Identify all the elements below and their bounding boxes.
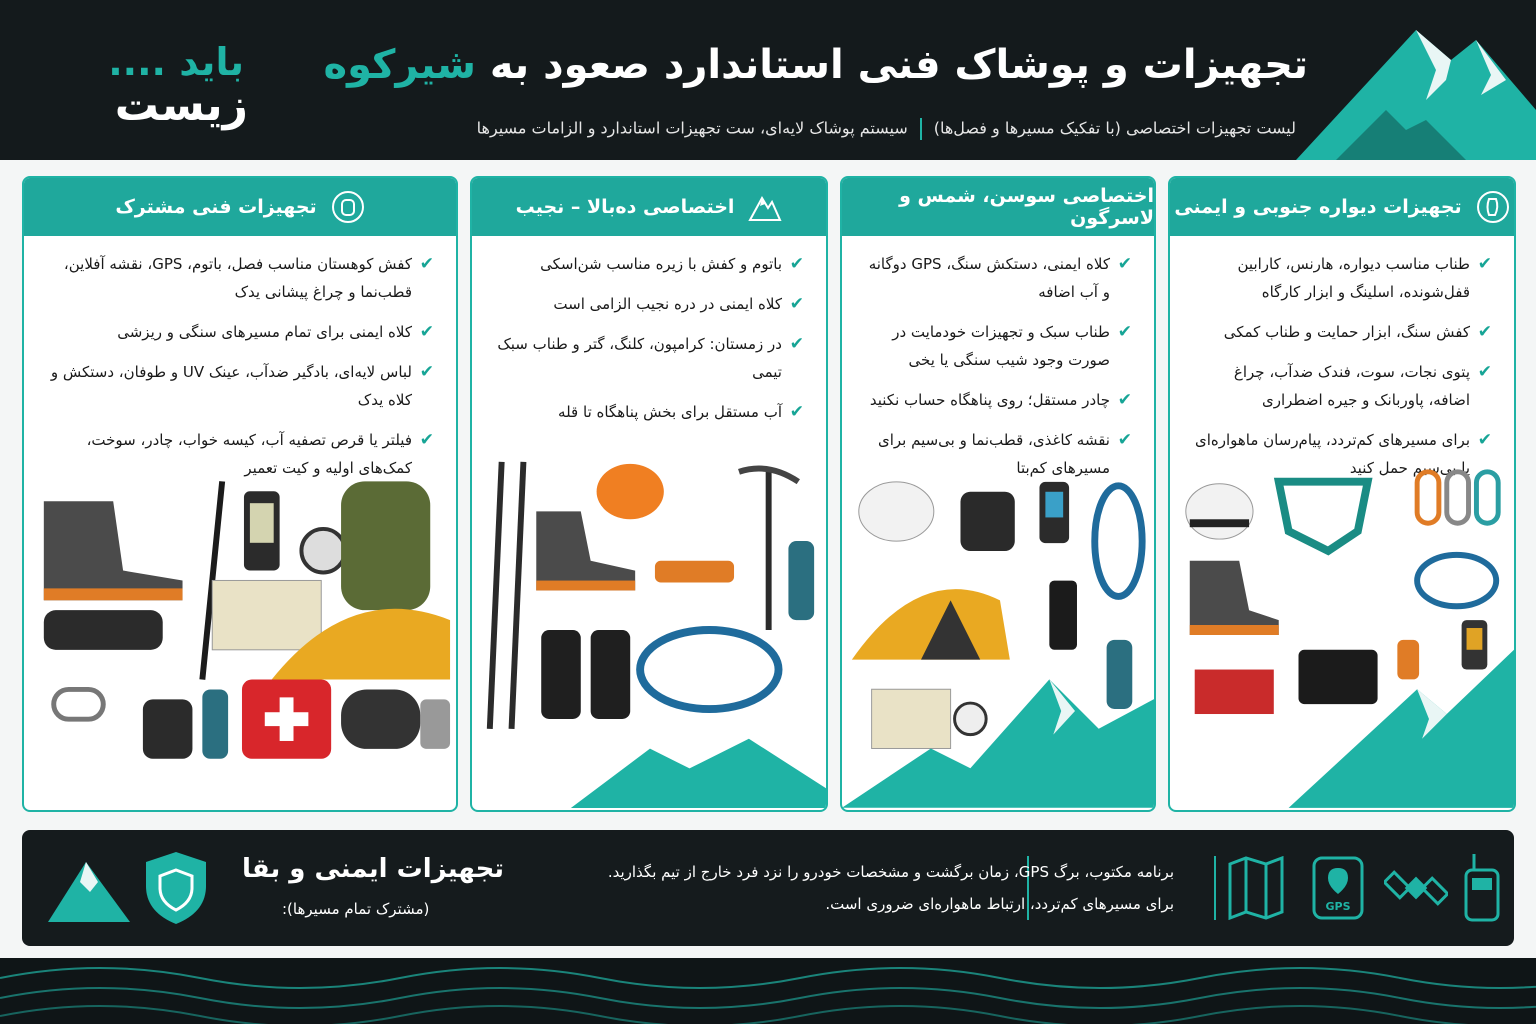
card-title: اختصاصی ده‌بالا – نجیب [515,196,735,218]
list-item: ✔ کلاه ایمنی، دستکش سنگ، GPS دوگانه و آب اضافه [868,254,1132,301]
list-item: ✔ آب مستقل برای بخش پناهگاه تا قله [558,402,804,422]
carabiner-icon [1476,190,1510,224]
card-header [472,178,826,236]
list-item: ✔ لباس لایه‌ای، بادگیر ضدآب، عینک UV و طوفان، دستکش و کلاه یدک [50,362,434,409]
safety-title: تجهیزات ایمنی و بقا [242,854,505,884]
mountain-icon [1276,0,1536,160]
card-title: تجهیزات دیواره جنوبی و ایمنی [1174,196,1462,218]
card-header [24,178,456,236]
safety-text [534,856,1174,920]
topo-footer [0,958,1536,1024]
card-south-wall [1168,176,1516,812]
list-item: ✔ کفش سنگ، ابزار حمایت و طناب کمکی [1223,322,1492,342]
list-item: ✔ کلاه ایمنی در دره نجیب الزامی است [553,294,804,314]
logo-word-1: باید [179,40,244,84]
logo-word-2: زیست [114,80,248,131]
title-accent: شیرکوه [323,42,476,88]
card-header [1170,178,1514,236]
list-item: ✔ طناب مناسب دیواره، هارنس، کارابین قفل‌شونده، اسلینگ و ابزار کارگاه [1237,254,1492,301]
safety-subtitle: (مشترک تمام مسیرها): [282,900,430,918]
safety-bar [22,830,1514,946]
list-item: ✔ طناب سبک و تجهیزات خودمایت در صورت وجود شیب سنگی یا یخی [892,322,1132,369]
logo-dots: .... [108,40,166,84]
card-dehbala [470,176,828,812]
list-item: ✔ کلاه ایمنی برای تمام مسیرهای سنگی و ریزشی [117,322,434,342]
brand-logo [58,40,258,140]
card-sousan [840,176,1156,812]
page-title: تجهیزات و پوشاک فنی استاندارد صعود به شیرکوه [323,42,1308,88]
mountain-icon [748,190,782,224]
list-item: ✔ کفش کوهستان مناسب فصل، باتوم، GPS، نقشه آفلاین، قطب‌نما و چراغ پیشانی یدک [63,254,434,301]
list-item: ✔ در زمستان: کرامپون، کلنگ، گتر و طناب سبک تیمی [497,334,804,381]
mountain-icon [46,852,132,924]
list-item: ✔ برای مسیرهای کم‌تردد، پیام‌رسان ماهواره‌ای یا بی‌سیم حمل کنید [1194,430,1492,477]
safety-line-2: برای مسیرهای کم‌تردد، ارتباط ماهواره‌ای ضروری است. [825,895,1174,913]
card-header [842,178,1154,236]
backpack-icon [331,190,365,224]
list-item: ✔ نقشه کاغذی، قطب‌نما و بی‌سیم برای مسیرهای کم‌بتا [877,430,1132,477]
list-item: ✔ چادر مستقل؛ روی پناهگاه حساب نکنید [869,390,1132,410]
radio-icon [1462,852,1502,924]
winter-gear-illustration [472,450,826,810]
gps-pin-icon [1310,854,1366,922]
card-title: تجهیزات فنی مشترک [115,196,317,218]
list-item: ✔ باتوم و کفش با زیره مناسب شن‌اسکی [540,254,804,274]
subtitle-left: سیستم پوشاک لایه‌ای، ست تجهیزات استاندارد و الزامات مسیرها [476,118,908,138]
card-common [22,176,458,812]
gps-label: GPS [1325,900,1351,913]
safety-line-1: برنامه مکتوب، برگ GPS، زمان برگشت و مشخصات خودرو را نزد فرد خارج از تیم بگذارید. [607,863,1174,881]
card-title: اختصاصی سوسن، شمس و لاسرگون [899,185,1154,229]
satellite-icon [1384,856,1448,920]
subtitle-right: لیست تجهیزات اختصاصی (با تفکیک مسیرها و فصل‌ها) [933,118,1296,138]
common-gear-illustration [24,450,456,810]
list-item: ✔ پتوی نجات، سوت، فندک ضدآب، چراغ اضافه، پاوربانک و جیره اضطراری [1233,362,1492,409]
header [0,0,1536,160]
list-item: ✔ فیلتر یا قرص تصفیه آب، کیسه خواب، چادر، سوخت، کمک‌های اولیه و کیت تعمیر [86,430,434,477]
climbing-gear-illustration [1170,450,1514,810]
shield-icon [140,848,212,928]
map-icon [1226,856,1286,920]
page-subtitle [296,118,1296,140]
trek-gear-illustration [842,450,1154,810]
